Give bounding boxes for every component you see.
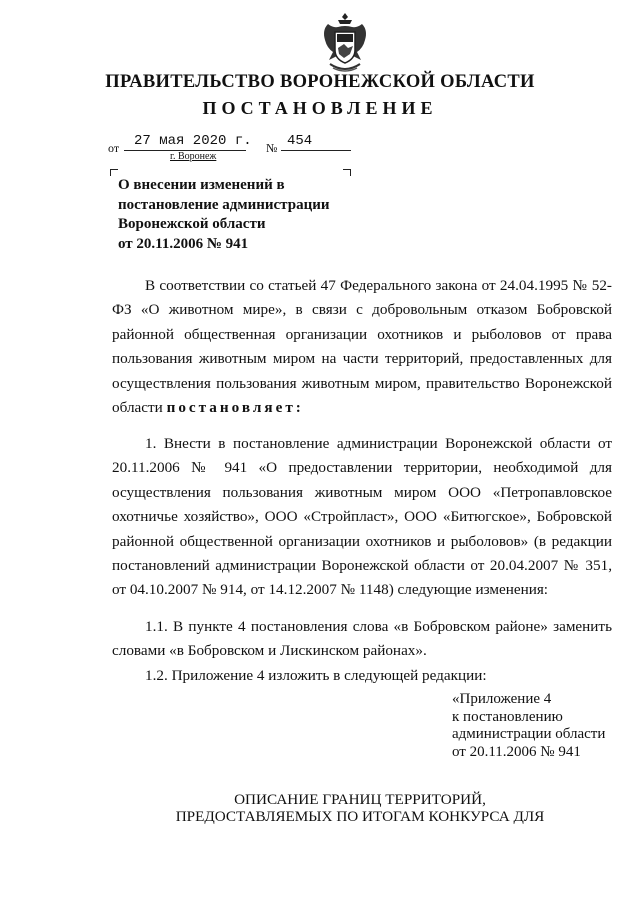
subject-bracket-left (110, 169, 118, 176)
number-label: № (266, 141, 278, 155)
from-label: от (108, 141, 120, 155)
clause-1-1-paragraph (112, 615, 612, 664)
document-type-title: ПОСТАНОВЛЕНИЕ (202, 98, 438, 118)
preamble-paragraph (112, 274, 612, 420)
city-label: г. Воронеж (170, 151, 217, 162)
subject-line: О внесении изменений в (118, 177, 285, 193)
subject-bracket-right (343, 169, 351, 176)
number-underline (281, 150, 351, 151)
subject-line: от 20.11.2006 № 941 (118, 235, 249, 252)
decree-number: 454 (287, 133, 313, 149)
clause-1-paragraph (112, 432, 612, 603)
clause-1-2-text: 1.2. Приложение 4 изложить в следующей редакции: (145, 667, 487, 684)
subject-line: постановление администрации (118, 196, 330, 213)
decree-date: 27 мая 2020 г. (134, 133, 252, 149)
boundaries-heading-line-1: ОПИСАНИЕ ГРАНИЦ ТЕРРИТОРИЙ, (234, 791, 486, 808)
subject-block (118, 176, 330, 254)
clause-1-1-text: 1.1. В пункте 4 постановления слова «в Бобровском районе» заменить словами «в Бобровском и Лискинском районах». (112, 618, 612, 660)
clause-1-2-paragraph (112, 664, 612, 688)
coat-of-arms-emblem (318, 10, 372, 76)
clause-1-text: 1. Внести в постановление администрации Воронежской области от 20.11.2006 № 941 «О предоставлении территории, необходимой для осуществления пользования животным миром ООО «Петропавловское охотничье хозяйство», ООО «Стройпласт», ООО «Битюгское», Бобровской районной общественной организации охотников и рыболовов» (в редакции постановлений администрации Воронежской области от 20.04.2007 № 351, от 04.10.2007 № 914, от 14.12.2007 № 1148) следующие изменения: (112, 435, 612, 599)
appendix-reference (452, 691, 605, 761)
preamble-text: В соответствии со статьей 47 Федерального закона от 24.04.1995 № 52-ФЗ «О животном мире», в связи с добровольным отказом Бобровской районной общественная организации охотников и рыболовов от права пользования животным миром на части территорий, предоставленных для осуществления пользования животным миром, правительство Воронежской области (112, 277, 612, 417)
appendix-line: от 20.11.2006 № 941 (452, 743, 581, 760)
decree-word: постановляет: (166, 399, 304, 417)
subject-line: Воронежской области (118, 216, 266, 232)
appendix-line: администрации области (452, 726, 606, 742)
appendix-line: к постановлению (452, 708, 563, 725)
boundaries-heading-line-2: ПРЕДОСТАВЛЯЕМЫХ ПО ИТОГАМ КОНКУРСА ДЛЯ (175, 808, 545, 825)
appendix-line: «Приложение 4 (452, 691, 552, 707)
government-title: ПРАВИТЕЛЬСТВО ВОРОНЕЖСКОЙ ОБЛАСТИ (105, 72, 535, 92)
